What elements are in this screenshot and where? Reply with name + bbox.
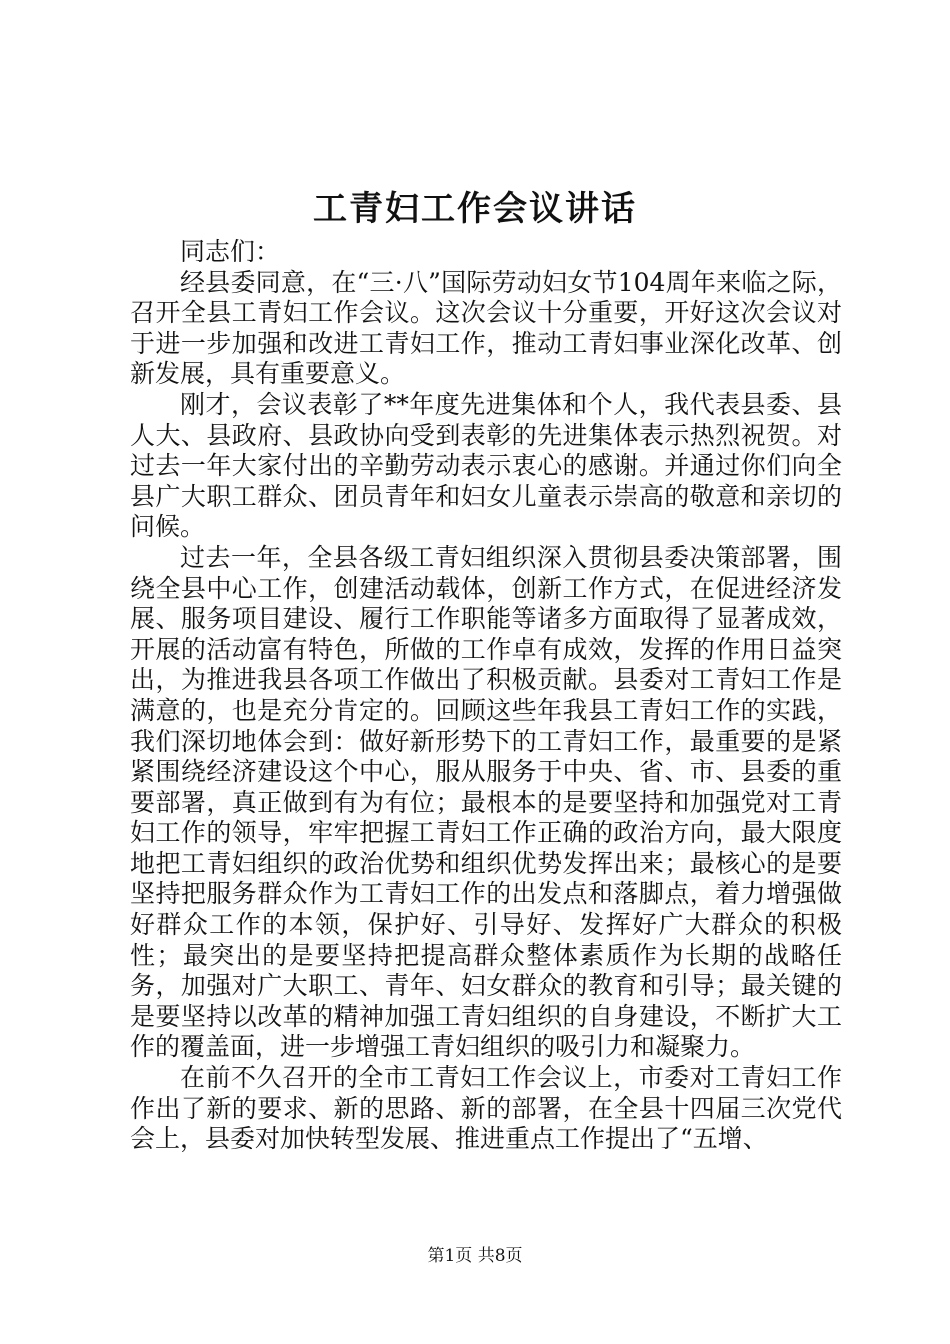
paragraph: 刚才，会议表彰了**年度先进集体和个人，我代表县委、县人大、县政府、县政协向受到表彰的先进集体表示热烈祝贺。对过去一年大家付出的辛勤劳动表示衷心的感谢。并通过你们向全县广大职工群众、团员青年和妇女儿童表示崇高的敬意和亲切的问候。 — [130, 389, 842, 542]
paragraph: 经县委同意，在“三·八”国际劳动妇女节104周年来临之际，召开全县工青妇工作会议。这次会议十分重要，开好这次会议对于进一步加强和改进工青妇工作，推动工青妇事业深化改革、创新发展，具有重要意义。 — [130, 267, 842, 389]
paragraph-salutation: 同志们： — [180, 237, 281, 266]
page-number-footer: 第1页 共8页 — [427, 1246, 523, 1266]
document-body — [130, 237, 842, 1155]
document-title: 工青妇工作会议讲话 — [313, 189, 637, 229]
paragraph: 过去一年，全县各级工青妇组织深入贯彻县委决策部署，围绕全县中心工作，创建活动载体，创新工作方式，在促进经济发展、服务项目建设、履行工作职能等诸多方面取得了显著成效，开展的活动富有特色，所做的工作卓有成效，发挥的作用日益突出，为推进我县各项工作做出了积极贡献。县委对工青妇工作是满意的，也是充分肯定的。回顾这些年我县工青妇工作的实践，我们深切地体会到：做好新形势下的工青妇工作，最重要的是紧紧围绕经济建设这个中心，服从服务于中央、省、市、县委的重要部署，真正做到有为有位；最根本的是要坚持和加强党对工青妇工作的领导，牢牢把握工青妇工作正确的政治方向，最大限度地把工青妇组织的政治优势和组织优势发挥出来；最核心的是要坚持把服务群众作为工青妇工作的出发点和落脚点，着力增强做好群众工作的本领，保护好、引导好、发挥好广大群众的积极性；最突出的是要坚持把提高群众整体素质作为长期的战略任务，加强对广大职工、青年、妇女群众的教育和引导；最关键的是要坚持以改革的精神加强工青妇组织的自身建设，不断扩大工作的覆盖面，进一步增强工青妇组织的吸引力和凝聚力。 — [130, 542, 842, 1062]
paragraph: 在前不久召开的全市工青妇工作会议上，市委对工青妇工作作出了新的要求、新的思路、新的部署，在全县十四届三次党代会上，县委对加快转型发展、推进重点工作提出了“五增、 — [130, 1063, 842, 1154]
